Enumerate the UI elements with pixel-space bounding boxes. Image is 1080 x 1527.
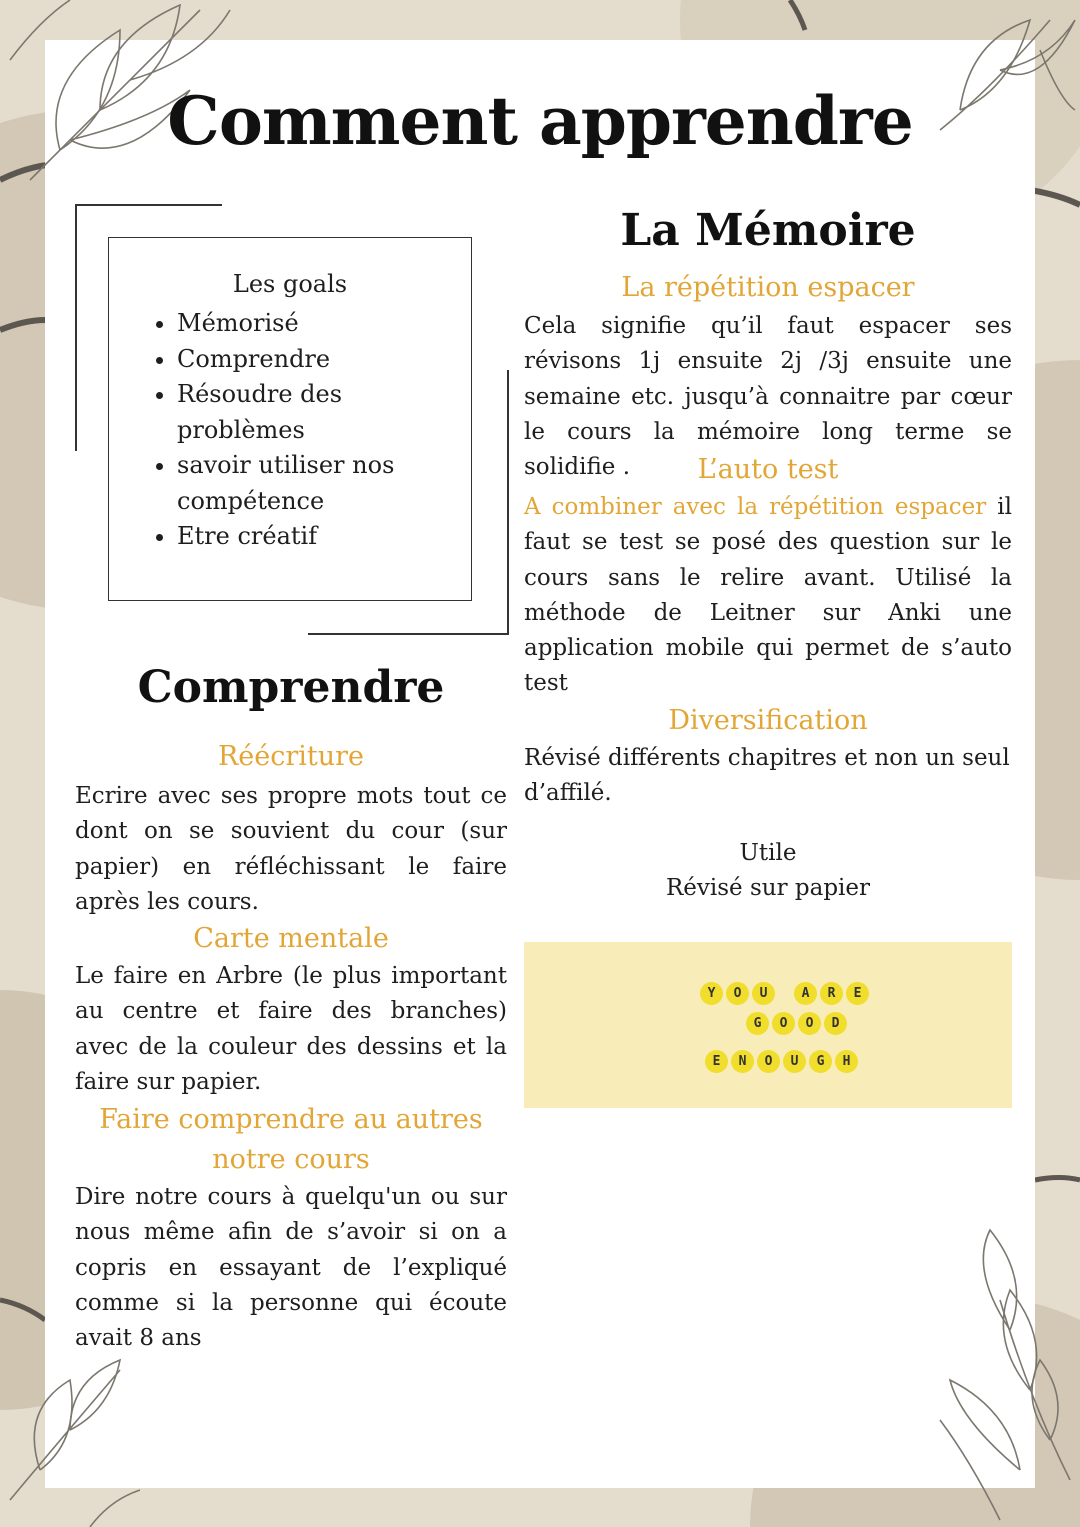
paragraph-carte-mentale: Le faire en Arbre (le plus important au centre et faire des branches) avec de la couleur des dessins et la faire sur papier. bbox=[75, 963, 507, 1095]
list-item: • Etre créatif bbox=[177, 519, 477, 555]
paragraph-diversification: Révisé différents chapitres et non un seul d’affilé. bbox=[524, 745, 1010, 807]
subtitle-repetition-espacer: La répétition espacer bbox=[621, 272, 915, 303]
subtitle-auto-test: L’auto test bbox=[697, 454, 839, 485]
banner-word-are bbox=[794, 982, 872, 1005]
subtitle-diversification: Diversification bbox=[668, 705, 868, 736]
bead-letter: N bbox=[731, 1050, 754, 1073]
bead-letter: G bbox=[746, 1012, 769, 1035]
goals-list bbox=[157, 306, 477, 555]
frame-corner-line bbox=[507, 370, 509, 635]
note-paper: Révisé sur papier bbox=[665, 875, 871, 901]
highlighted-text: A combiner avec la répétition espacer bbox=[524, 494, 987, 520]
bead-letter: Y bbox=[700, 982, 723, 1005]
list-item: • savoir utiliser nos compétence bbox=[177, 448, 477, 519]
frame-corner-line bbox=[75, 204, 77, 451]
banner-word-enough bbox=[705, 1050, 861, 1073]
bead-letter: O bbox=[757, 1050, 780, 1073]
frame-corner-line bbox=[308, 633, 508, 635]
goals-box bbox=[108, 237, 472, 601]
bead-letter: O bbox=[726, 982, 749, 1005]
subtitle-reecriture: Réécriture bbox=[217, 741, 365, 772]
bead-letter: D bbox=[824, 1012, 847, 1035]
bead-letter: A bbox=[794, 982, 817, 1005]
banner-word-good bbox=[746, 1012, 850, 1035]
bead-letter: E bbox=[705, 1050, 728, 1073]
paragraph-auto-test bbox=[524, 490, 1012, 702]
paragraph-faire-comprendre: Dire notre cours à quelqu'un ou sur nous même afin de s’avoir si on a copris en essayant de l’expliqué comme si la personne qui écoute avait 8 ans bbox=[75, 1184, 507, 1352]
bead-letter: G bbox=[809, 1050, 832, 1073]
bead-letter: H bbox=[835, 1050, 858, 1073]
list-item: • Résoudre des problèmes bbox=[177, 377, 477, 448]
bead-letter: R bbox=[820, 982, 843, 1005]
paragraph-repetition-espacer: Cela signifie qu’il faut espacer ses révisons 1j ensuite 2j /3j ensuite une semaine etc. jusqu’à connaitre par cœur le cours la mémoire long terme se solidifie . bbox=[524, 313, 1012, 481]
bead-letter: U bbox=[752, 982, 775, 1005]
motivation-banner bbox=[524, 942, 1012, 1108]
paragraph-reecriture: Ecrire avec ses propre mots tout ce dont on se souvient du cour (sur papier) en réfléchissant le faire après les cours. bbox=[75, 783, 507, 915]
subtitle-carte-mentale: Carte mentale bbox=[193, 923, 389, 954]
bead-letter: O bbox=[798, 1012, 821, 1035]
memoire-heading: La Mémoire bbox=[620, 205, 916, 256]
subtitle-faire-comprendre: Faire comprendre au autres notre cours bbox=[99, 1104, 483, 1175]
bead-letter: E bbox=[846, 982, 869, 1005]
list-item: • Comprendre bbox=[177, 342, 477, 378]
bead-letter: O bbox=[772, 1012, 795, 1035]
paragraph-text: il faut se test se posé des question sur le cours sans le relire avant. Utilisé la méthode de Leitner sur Anki une application mobile qui permet de s’auto test bbox=[524, 494, 1012, 697]
comprendre-heading: Comprendre bbox=[137, 662, 445, 713]
frame-corner-line bbox=[75, 204, 222, 206]
note-useful: Utile bbox=[739, 840, 797, 866]
page-title: Comment apprendre bbox=[167, 82, 913, 160]
banner-word-you bbox=[700, 982, 778, 1005]
list-item: • Mémorisé bbox=[177, 306, 477, 342]
goals-heading: Les goals bbox=[232, 270, 348, 298]
bead-letter: U bbox=[783, 1050, 806, 1073]
